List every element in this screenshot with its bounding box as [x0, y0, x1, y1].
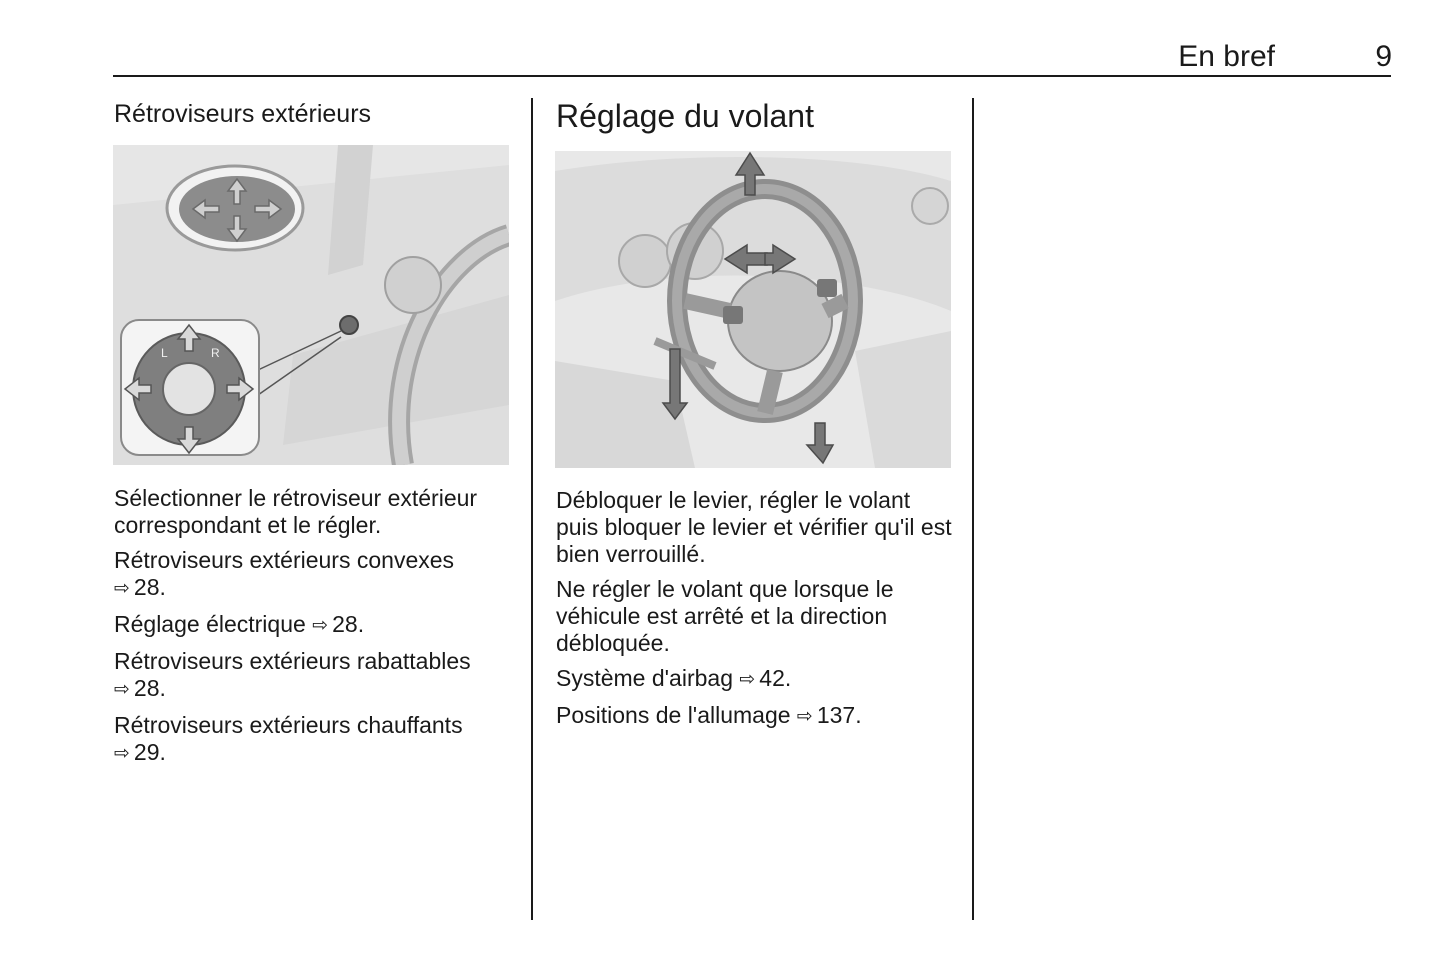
- paragraph-text: Ne régler le volant que lorsque le véhicule est arrêté et la direction débloquée.: [556, 576, 894, 656]
- paragraph: [556, 576, 955, 657]
- right-mirror-label: R: [211, 346, 220, 360]
- section-heading-steering: Réglage du volant: [556, 98, 814, 134]
- page-reference-link[interactable]: 137.: [816, 702, 862, 728]
- cross-reference: [114, 611, 513, 640]
- cross-reference-text: Rétroviseurs extérieurs convexes: [114, 547, 455, 573]
- page-reference-arrow-icon: ⇨: [114, 679, 130, 700]
- running-header-title: En bref: [1178, 40, 1275, 73]
- header-rule: [113, 75, 1391, 77]
- page-reference-arrow-icon: ⇨: [114, 743, 130, 764]
- cross-reference-text: Rétroviseurs extérieurs chauffants: [114, 712, 463, 738]
- cross-reference-text: Réglage électrique: [114, 611, 306, 637]
- cross-reference-text: Positions de l'allumage: [556, 702, 791, 728]
- paragraph-text: Débloquer le levier, régler le volant puis bloquer le levier et vérifier qu'il est bien verrouillé.: [556, 487, 952, 567]
- cross-reference: [114, 712, 513, 768]
- cross-reference: [114, 547, 513, 603]
- page-reference-arrow-icon: ⇨: [739, 669, 756, 690]
- section-heading-mirrors: Rétroviseurs extérieurs: [114, 100, 372, 128]
- page-reference-link[interactable]: 28.: [133, 574, 166, 600]
- page-number: 9: [1375, 40, 1392, 73]
- mirror-adjust-illustration: [113, 145, 509, 465]
- page-reference-link[interactable]: 42.: [759, 665, 792, 691]
- steering-body-text: [555, 487, 955, 731]
- left-column: [113, 98, 513, 776]
- page-reference-arrow-icon: ⇨: [114, 578, 130, 599]
- column-divider: [531, 98, 533, 920]
- cross-reference: [556, 702, 955, 731]
- cross-reference-text: Rétroviseurs extérieurs rabattables: [114, 648, 471, 674]
- paragraph-text: Sélectionner le rétroviseur extérieur correspondant et le régler.: [114, 485, 478, 538]
- column-divider: [972, 98, 974, 920]
- left-mirror-label: L: [161, 346, 168, 360]
- right-column: [555, 98, 955, 739]
- paragraph: [556, 487, 955, 568]
- page-reference-arrow-icon: ⇨: [796, 706, 813, 727]
- cross-reference-text: Système d'airbag: [556, 665, 733, 691]
- paragraph: [114, 485, 513, 539]
- page-reference-link[interactable]: 28.: [332, 611, 365, 637]
- cross-reference: [556, 665, 955, 694]
- page-reference-arrow-icon: ⇨: [312, 615, 329, 636]
- mirrors-body-text: [113, 485, 513, 768]
- page-reference-link[interactable]: 29.: [133, 739, 166, 765]
- steering-wheel-adjust-illustration: [555, 151, 951, 468]
- page-reference-link[interactable]: 28.: [133, 675, 166, 701]
- cross-reference: [114, 648, 513, 704]
